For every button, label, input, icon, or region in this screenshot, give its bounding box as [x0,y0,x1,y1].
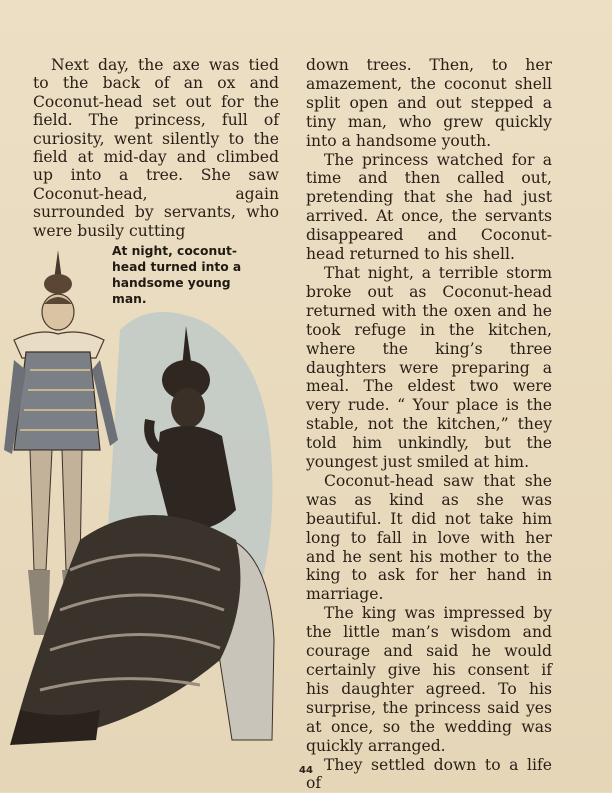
right-text-column [306,56,552,793]
right-paragraph-6: They settled down to a life of [306,755,552,793]
right-paragraph-4: Coconut-head saw that she was as kind as she was beautiful. It did not take him long to fall in love with her and he sent his mother to the king to ask for her hand in marriage. [306,471,552,604]
right-paragraph-3: That night, a terrible storm broke out as Coconut-head returned with the oxen and he took refuge in the kitchen, where the king’s three daughters were preparing a meal. The eldest two were very rude. “ Your place is the stable, not the kitchen,” they told him unkindly, but the youngest just smiled at him. [306,263,552,472]
illustration-caption: At night, coconut-head turned into a handsome young man. [112,244,242,306]
story-illustration [0,240,285,760]
page-number: 44 [299,765,313,776]
right-paragraph-5: The king was impressed by the little man’s wisdom and courage and said he would certainly give his consent if his daughter agreed. To his surprise, the princess said yes at once, so the wedding was quickly arranged. [306,604,552,755]
left-paragraph-1: Next day, the axe was tied to the back of an ox and Coconut-head set out for the field. The princess, full of curiosity, went silently to the field at mid-day and climbed up into a tree. She saw Coconut-head, again surrounded by servants, who were busily cutting [33,56,279,240]
right-paragraph-1: down trees. Then, to her amazement, the coconut shell split open and out stepped a tiny man, who grew quickly into a handsome youth. [306,56,552,150]
left-text-column [33,56,279,240]
right-paragraph-2: The princess watched for a time and then called out, pretending that she had just arrived. At once, the servants disappeared and Coconut-head returned to his shell. [306,150,552,264]
